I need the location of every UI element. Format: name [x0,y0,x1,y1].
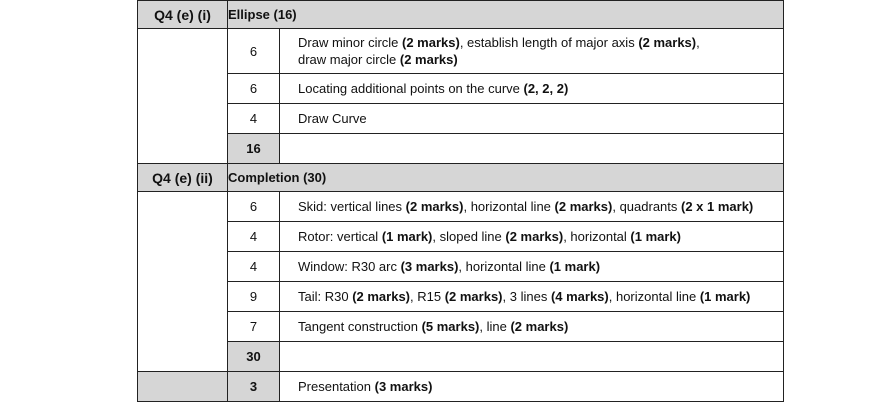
marks-allocation: (1 mark) [549,259,601,274]
marks-allocation: (2 marks) [352,289,411,304]
criterion-text: Window: R30 arc [298,259,401,274]
section-header-row [138,164,784,192]
marks-allocation: (2 marks) [444,289,503,304]
criterion-row [138,222,784,252]
criterion-text: Skid: vertical lines [298,199,406,214]
criterion-text: Tail: R30 [298,289,353,304]
marks-allocation: (2 marks) [399,52,458,67]
criterion-description [280,29,784,74]
section-total-blank [280,134,784,164]
criterion-row [138,252,784,282]
marks-allocation: (4 marks) [550,289,609,304]
criterion-text: , line [479,319,511,334]
presentation-marks: 3 [228,372,280,402]
criterion-text: , horizontal [563,229,631,244]
criterion-marks: 6 [228,192,280,222]
criterion-text: , quadrants [612,199,681,214]
criterion-text: Draw Curve [298,111,367,126]
criterion-text: , 3 lines [502,289,551,304]
section-total-blank [280,342,784,372]
section-header-row [138,1,784,29]
marks-allocation: (2 marks) [405,199,464,214]
section-title: Ellipse (16) [228,1,784,29]
question-number: Q4 (e) (ii) [138,164,228,192]
criterion-marks: 6 [228,74,280,104]
criterion-text: Presentation [298,379,375,394]
marks-allocation: (2 marks) [510,319,569,334]
criterion-text: , horizontal line [458,259,550,274]
criterion-text: , establish length of major axis [459,35,639,50]
criterion-row [138,29,784,74]
section-total-row [138,134,784,164]
criterion-text: draw major circle [298,52,400,67]
criterion-description [280,282,784,312]
marks-allocation: (2, 2, 2) [523,81,569,96]
section-total-marks: 30 [228,342,280,372]
marking-scheme-body [138,1,784,402]
criterion-marks: 6 [228,29,280,74]
criterion-row [138,74,784,104]
criterion-text: , R15 [410,289,445,304]
marks-allocation: (2 marks) [638,35,697,50]
criterion-description [280,104,784,134]
question-number: Q4 (e) (i) [138,1,228,29]
presentation-description [280,372,784,402]
criterion-row [138,312,784,342]
section-total-row [138,342,784,372]
criterion-text: , horizontal line [608,289,700,304]
criterion-description [280,192,784,222]
criterion-marks: 4 [228,222,280,252]
marks-allocation: (1 mark) [699,289,751,304]
marks-allocation: (2 marks) [554,199,613,214]
criterion-text: , sloped line [432,229,506,244]
criterion-description [280,74,784,104]
section-total-marks: 16 [228,134,280,164]
criterion-description [280,312,784,342]
question-blank-cell [138,29,228,164]
criterion-text: Rotor: vertical [298,229,382,244]
criterion-text: Tangent construction [298,319,422,334]
criterion-marks: 7 [228,312,280,342]
criterion-row [138,192,784,222]
criterion-description [280,252,784,282]
marking-scheme-table [137,0,784,402]
criterion-row [138,104,784,134]
criterion-text: Locating additional points on the curve [298,81,524,96]
criterion-text: , horizontal line [463,199,555,214]
marks-allocation: (3 marks) [400,259,459,274]
criterion-description [280,222,784,252]
criterion-text: Draw minor circle [298,35,403,50]
marks-allocation: (1 mark) [630,229,681,244]
criterion-marks: 4 [228,252,280,282]
question-blank-cell [138,372,228,402]
marks-allocation: (3 marks) [374,379,433,394]
marks-allocation: (2 marks) [505,229,564,244]
criterion-text: , [696,35,700,50]
question-blank-cell [138,192,228,372]
criterion-marks: 9 [228,282,280,312]
marks-allocation: (2 x 1 mark) [681,199,754,214]
presentation-row [138,372,784,402]
criterion-marks: 4 [228,104,280,134]
marks-allocation: (5 marks) [421,319,480,334]
section-title: Completion (30) [228,164,784,192]
marks-allocation: (2 marks) [402,35,460,50]
marks-allocation: (1 mark) [381,229,433,244]
criterion-row [138,282,784,312]
